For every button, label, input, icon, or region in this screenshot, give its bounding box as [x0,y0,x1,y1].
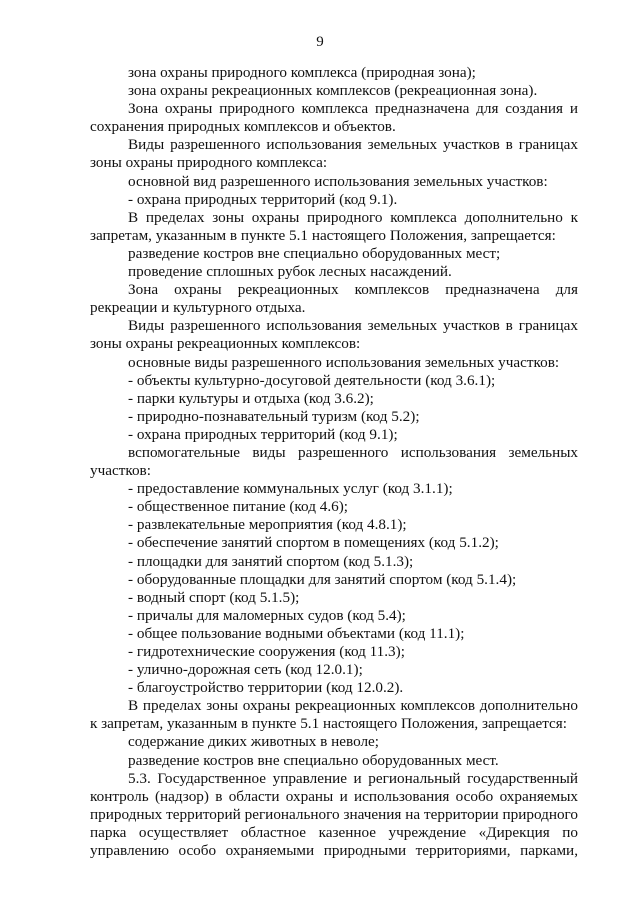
paragraph: - площадки для занятий спортом (код 5.1.3); [128,552,414,570]
paragraph: - объекты культурно-досуговой деятельности (код 3.6.1); [128,371,496,389]
paragraph: - охрана природных территорий (код 9.1); [128,425,398,443]
paragraph: - обеспечение занятий спортом в помещениях (код 5.1.2); [128,534,499,552]
paragraph: разведение костров вне специально оборудованных мест. [128,751,499,769]
paragraph: Зона охраны природного комплекса предназначена для создания и сохранения природных комплексов и объектов. [90,100,578,136]
paragraph: основные виды разрешенного использования земельных участков: [128,353,560,371]
paragraph: Зона охраны рекреационных комплексов предназначена для рекреации и культурного отдыха. [90,281,578,317]
paragraph: - парки культуры и отдыха (код 3.6.2); [128,389,374,407]
paragraph: - оборудованные площадки для занятий спортом (код 5.1.4); [128,570,517,588]
paragraph: зона охраны природного комплекса (природная зона); [128,64,476,81]
paragraph: - развлекательные мероприятия (код 4.8.1); [128,516,407,534]
paragraph: - водный спорт (код 5.1.5); [128,588,300,606]
paragraph: зона охраны рекреационных комплексов (рекреационная зона). [128,82,538,100]
paragraph: - охрана природных территорий (код 9.1). [128,190,398,208]
paragraph: содержание диких животных в неволе; [128,733,380,751]
page-number: 9 [316,34,324,50]
paragraph: - общественное питание (код 4.6); [128,498,348,516]
paragraph: вспомогательные виды разрешенного использования земельных участков: [90,443,578,480]
paragraph: - общее пользование водными объектами (код 11.1); [128,624,465,642]
paragraph: - причалы для маломерных судов (код 5.4); [128,606,406,624]
paragraph: - гидротехнические сооружения (код 11.3); [128,643,405,660]
paragraph: Виды разрешенного использования земельных участков в границах зоны охраны рекреационных комплексов: [90,317,578,353]
document-body [90,64,578,860]
paragraph: В пределах зоны охраны природного комплекса дополнительно к запретам, указанным в пункте 5.1 настоящего Положения, запрещается: [90,208,578,244]
paragraph: разведение костров вне специально оборудованных мест; [128,244,501,262]
paragraph: - природно-познавательный туризм (код 5.2); [128,407,420,425]
paragraph: - благоустройство территории (код 12.0.2). [128,679,404,697]
paragraph: 5.3. Государственное управление и региональный государственный контроль (надзор) в области охраны и использования особо охраняемых природных территорий регионального значения на территории природного парка осуществляет областное казенное учреждение «Дирекция по управлению особо охраняемыми природными территориями, парками, [90,769,578,860]
paragraph: проведение сплошных рубок лесных насаждений. [128,263,452,281]
paragraph: - улично-дорожная сеть (код 12.0.1); [128,661,363,679]
paragraph: - предоставление коммунальных услуг (код 3.1.1); [128,480,453,498]
paragraph: Виды разрешенного использования земельных участков в границах зоны охраны природного комплекса: [90,136,578,172]
paragraph: В пределах зоны охраны рекреационных комплексов дополнительно к запретам, указанным в пункте 5.1 настоящего Положения, запрещается: [90,697,578,733]
paragraph: основной вид разрешенного использования земельных участков: [128,172,548,190]
